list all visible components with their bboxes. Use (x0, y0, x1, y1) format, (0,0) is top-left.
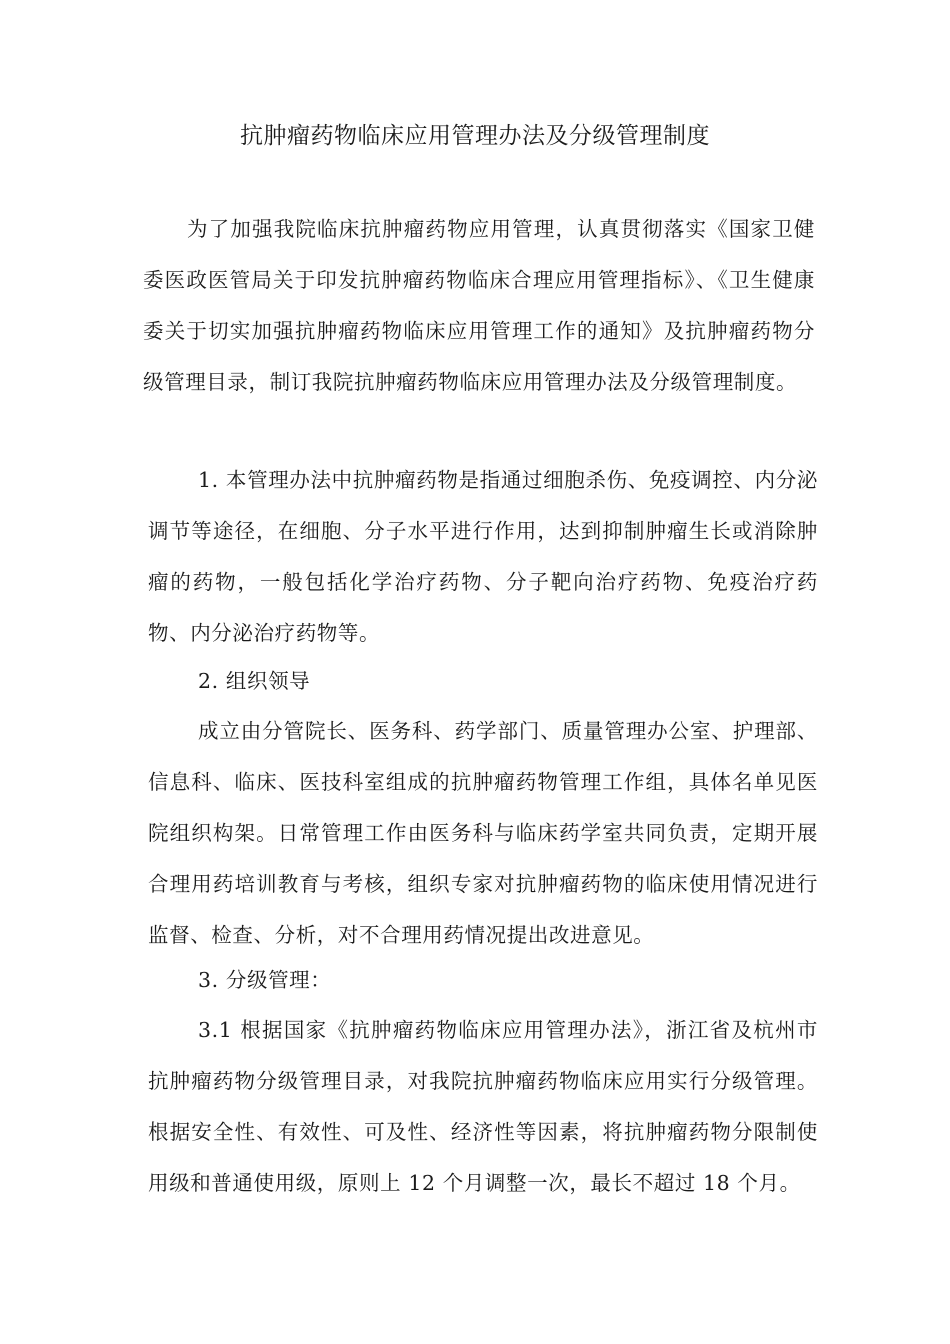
section-3-1-paragraph: 3.1 根据国家《抗肿瘤药物临床应用管理办法》，浙江省及杭州市抗肿瘤药物分级管理目录，对我院抗肿瘤药物临床应用实行分级管理。根据安全性、有效性、可及性、经济性等因素，将抗肿瘤药物分限制使用级和普通使用级，原则上 12 个月调整一次，最长不超过 18 个月。 (148, 1018, 818, 1195)
intro-paragraph: 为了加强我院临床抗肿瘤药物应用管理，认真贯彻落实《国家卫健委医政医管局关于印发抗肿瘤药物临床合理应用管理指标》、《卫生健康委关于切实加强抗肿瘤药物临床应用管理工作的通知》及抗肿瘤药物分级管理目录，制订我院抗肿瘤药物临床应用管理办法及分级管理制度。 (143, 217, 815, 394)
section-2-paragraph: 成立由分管院长、医务科、药学部门、质量管理办公室、护理部、信息科、临床、医技科室组成的抗肿瘤药物管理工作组，具体名单见医院组织构架。日常管理工作由医务科与临床药学室共同负责，定期开展合理用药培训教育与考核，组织专家对抗肿瘤药物的临床使用情况进行监督、检查、分析，对不合理用药情况提出改进意见。 (148, 719, 818, 947)
section-1-paragraph: 1. 本管理办法中抗肿瘤药物是指通过细胞杀伤、免疫调控、内分泌调节等途径，在细胞、分子水平进行作用，达到抑制肿瘤生长或消除肿瘤的药物，一般包括化学治疗药物、分子靶向治疗药物、免疫治疗药物、内分泌治疗药物等。 (148, 468, 818, 645)
section-2-heading: 2. 组织领导 (198, 669, 311, 693)
document-title: 抗肿瘤药物临床应用管理办法及分级管理制度 (240, 123, 710, 149)
section-3-heading: 3. 分级管理： (198, 968, 332, 992)
